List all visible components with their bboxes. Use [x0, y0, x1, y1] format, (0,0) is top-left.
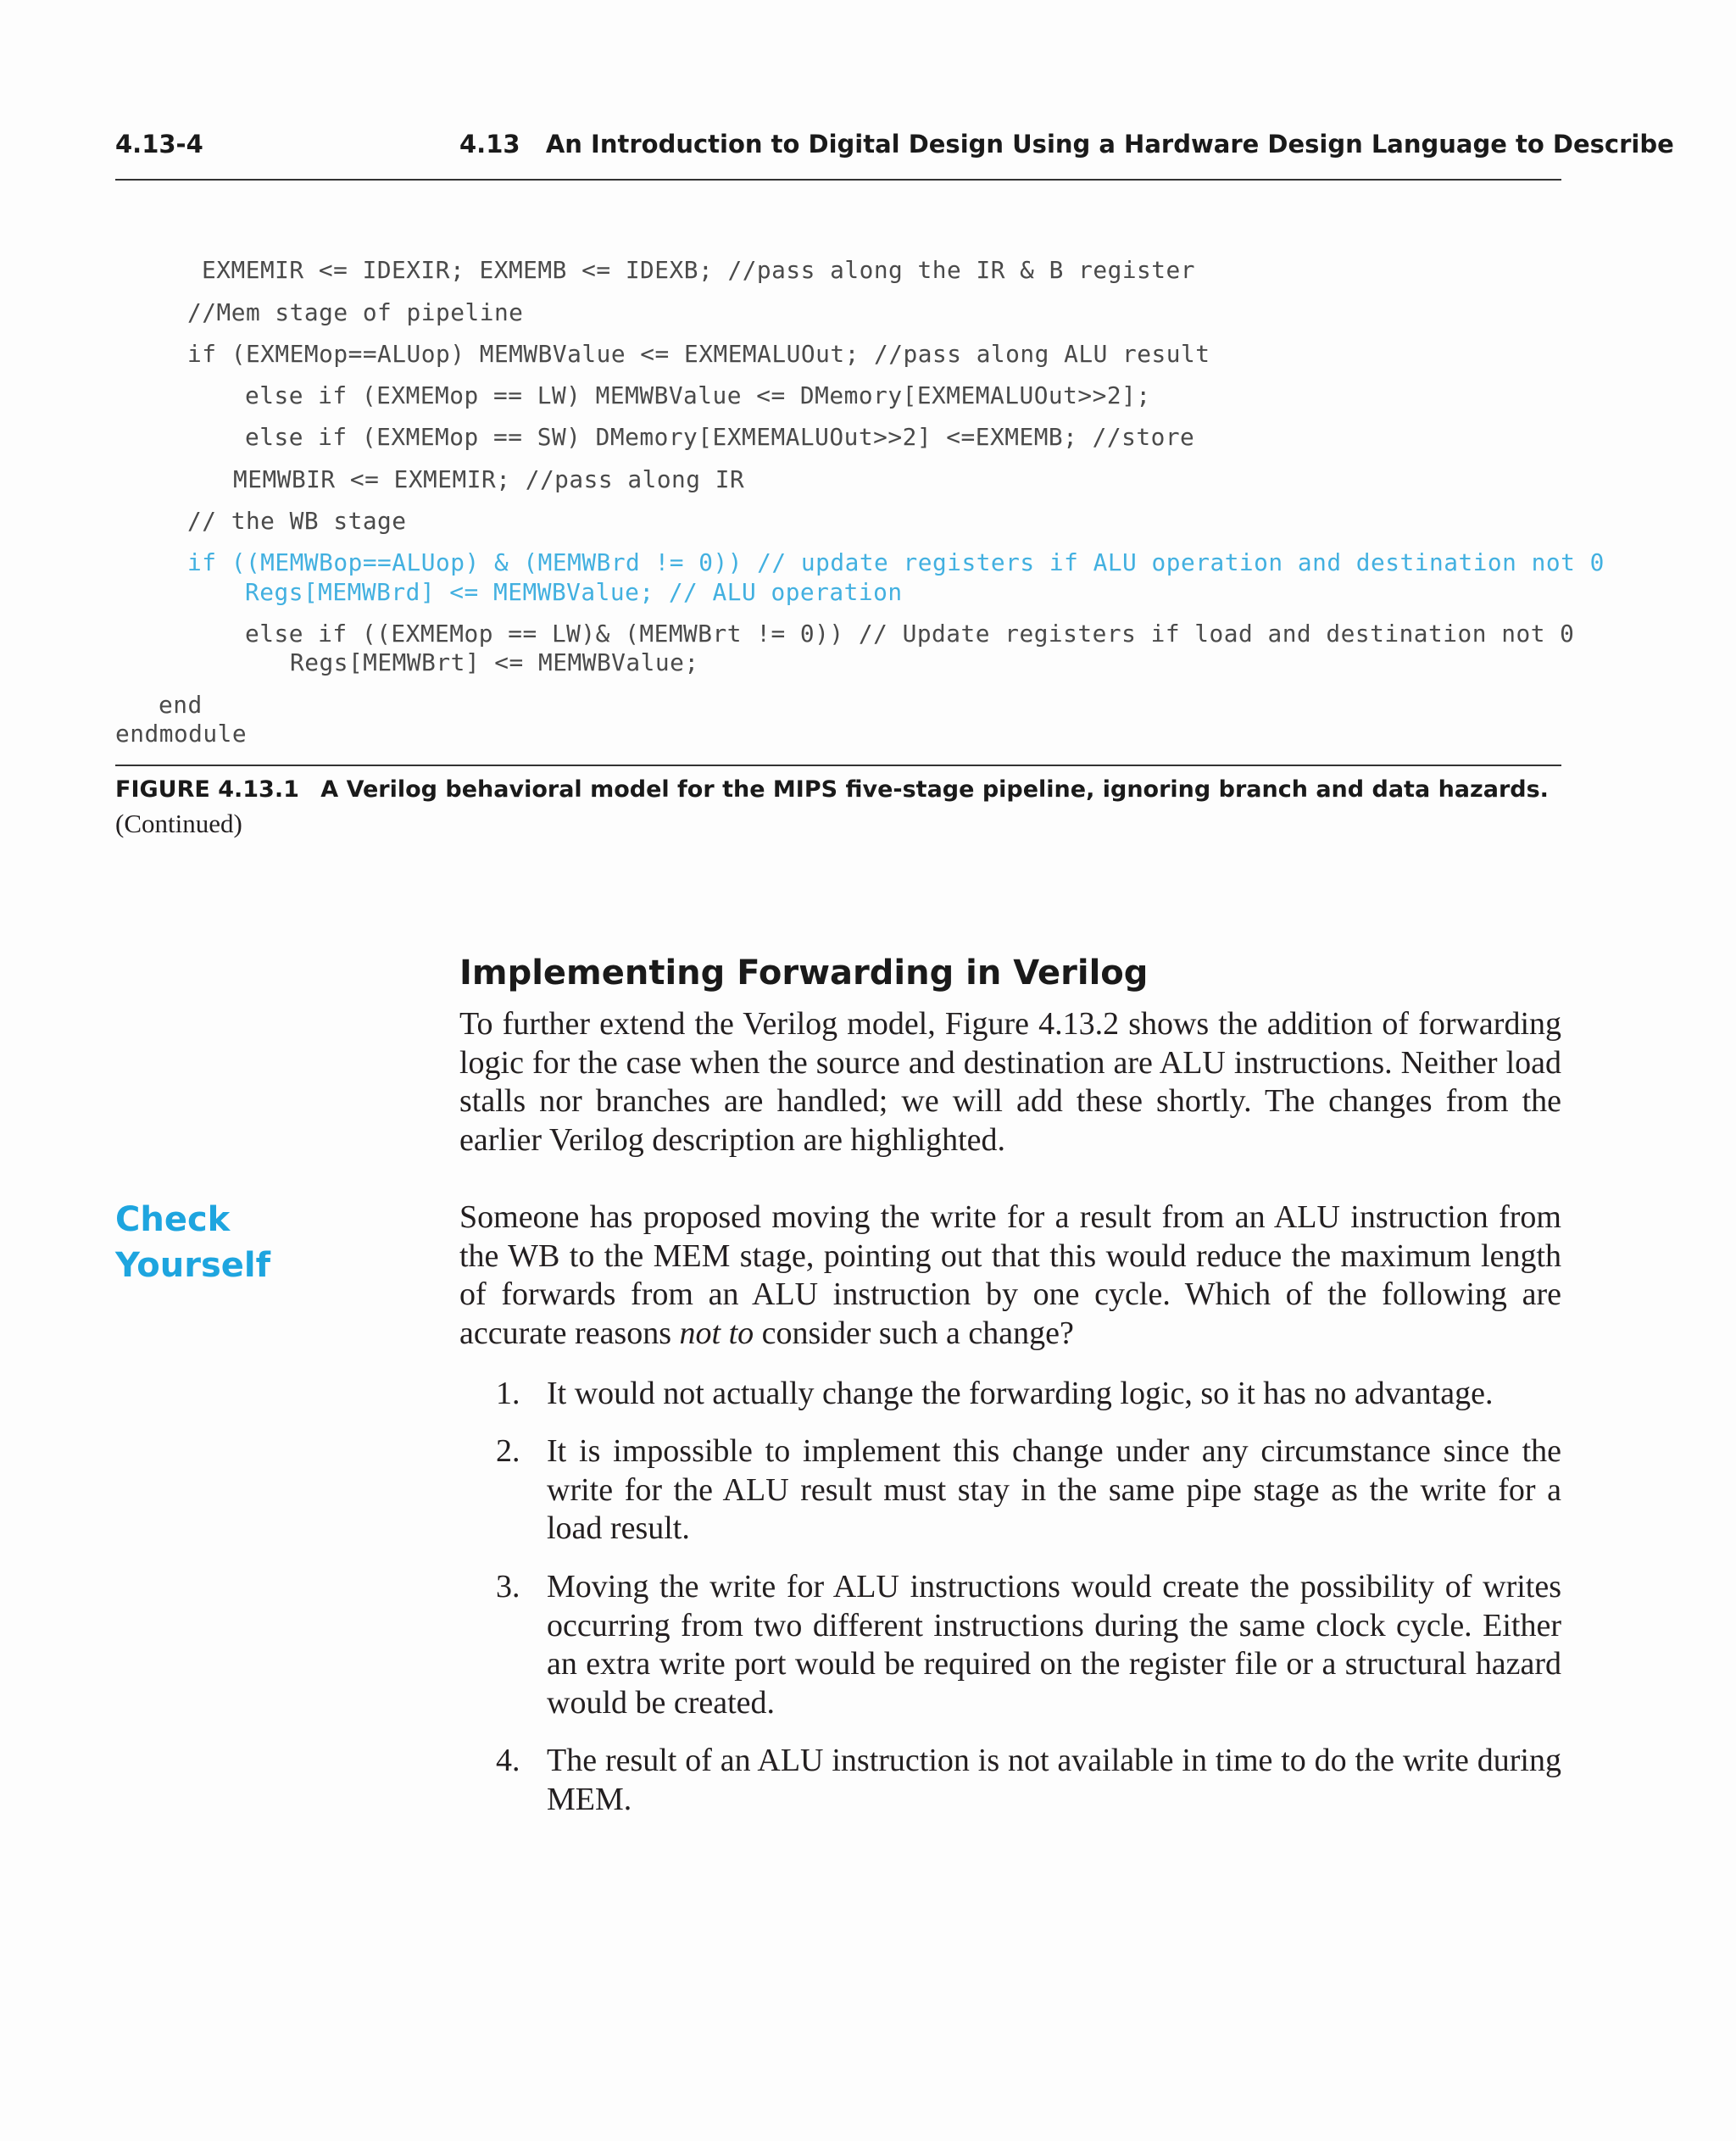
check-label-line2: Yourself: [115, 1246, 271, 1285]
check-label-line1: Check: [115, 1200, 231, 1239]
answer-number: 3.: [496, 1569, 520, 1604]
answer-text: It is impossible to implement this change under any circumstance since the write for the ALU result must stay in the same pipe stage as the write for a load result.: [547, 1433, 1561, 1546]
answer-text: It would not actually change the forwarding logic, so it has no advantage.: [547, 1376, 1494, 1411]
answer-item: [496, 1742, 1561, 1819]
code-line: EXMEMIR <= IDEXIR; EXMEMB <= IDEXB; //pass along the IR & B register: [202, 256, 1195, 284]
question-text-end: consider such a change?: [754, 1315, 1074, 1351]
answer-number: 4.: [496, 1743, 520, 1778]
code-line: endmodule: [115, 720, 248, 748]
figure-caption-text: A Verilog behavioral model for the MIPS five-stage pipeline, ignoring branch and data hazards.: [320, 776, 1549, 803]
section-heading: Implementing Forwarding in Verilog: [459, 954, 1149, 993]
code-line: MEMWBIR <= EXMEMIR; //pass along IR: [233, 465, 745, 493]
answer-text: Moving the write for ALU instructions would create the possibility of writes occurring from two different instructions during the same clock cycle. Either an extra write port would be required on the register file or a structural hazard would be created.: [547, 1569, 1561, 1721]
answer-item: [496, 1375, 1561, 1414]
running-head: [459, 127, 1674, 161]
code-line: else if (EXMEMop == LW) MEMWBValue <= DMemory[EXMEMALUOut>>2];: [245, 381, 1151, 409]
answer-number: 1.: [496, 1376, 520, 1411]
figure-continued: (Continued): [115, 809, 242, 838]
code-line: Regs[MEMWBrt] <= MEMWBValue;: [290, 648, 699, 676]
code-line: else if (EXMEMop == SW) DMemory[EXMEMALUOut>>2] <=EXMEMB; //store: [245, 423, 1195, 451]
figure-rule: [115, 765, 1561, 766]
section-paragraph: To further extend the Verilog model, Figure 4.13.2 shows the addition of forwarding logic for the case when the source and destination are ALU instructions. Neither load stalls nor branches are handled; we will add these shortly. The changes from the earlier Verilog description are highlighted.: [459, 1006, 1561, 1158]
code-line-highlighted: Regs[MEMWBrd] <= MEMWBValue; // ALU operation: [245, 578, 903, 606]
header-rule: [115, 179, 1561, 181]
figure-caption: [115, 775, 1561, 805]
answer-text: The result of an ALU instruction is not available in time to do the write during MEM.: [547, 1743, 1561, 1817]
page-number: 4.13-4: [115, 130, 203, 158]
figure-number: FIGURE 4.13.1: [115, 776, 299, 803]
answer-number: 2.: [496, 1433, 520, 1469]
section-title: An Introduction to Digital Design Using a Hardware Design Language to Describe: [545, 130, 1674, 158]
check-yourself-label: [115, 1197, 336, 1288]
question-text: Someone has proposed moving the write for a result from an ALU instruction from the WB to the MEM stage, pointing out that this would reduce the maximum length of forwards from an ALU instruction by one cycle. Which of the following are accurate reasons: [459, 1199, 1561, 1351]
code-line-highlighted: if ((MEMWBop==ALUop) & (MEMWBrd != 0)) // update registers if ALU operation and destination not 0: [187, 548, 1605, 576]
section-number: 4.13: [459, 130, 520, 158]
code-line: else if ((EXMEMop == LW)& (MEMWBrt != 0)) // Update registers if load and destination not 0: [245, 620, 1575, 648]
check-yourself-question: [459, 1198, 1561, 1353]
question-emphasis: not to: [679, 1315, 754, 1351]
code-line: end: [159, 691, 203, 719]
answer-item: [496, 1568, 1561, 1722]
code-line: if (EXMEMop==ALUop) MEMWBValue <= EXMEMALUOut; //pass along ALU result: [187, 340, 1210, 368]
answer-item: [496, 1432, 1561, 1549]
code-line: // the WB stage: [187, 507, 407, 535]
code-line: //Mem stage of pipeline: [187, 298, 524, 326]
